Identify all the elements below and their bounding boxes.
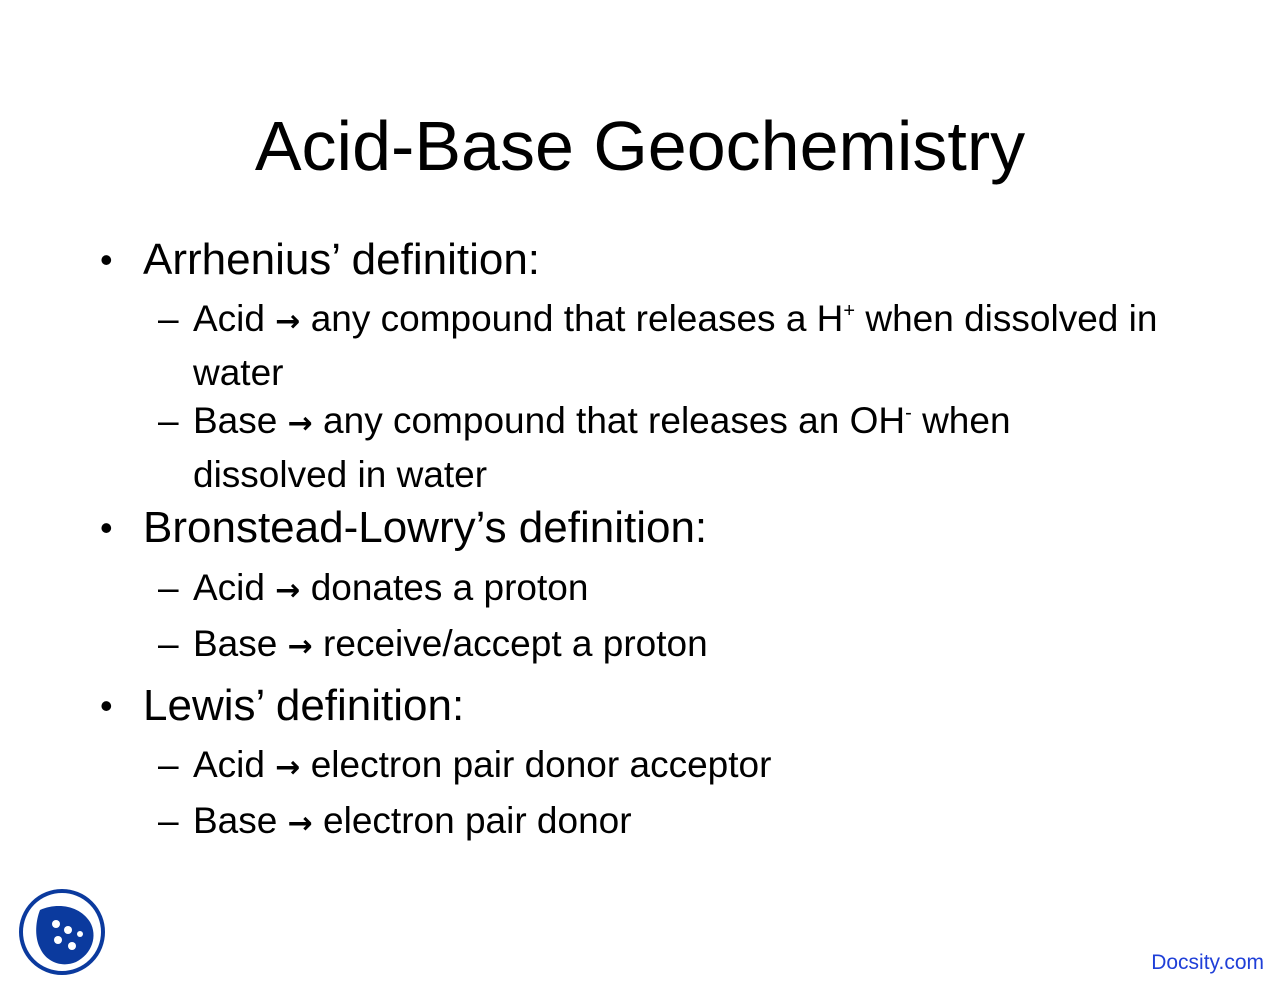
bullet-heading: Arrhenius’ definition: bbox=[143, 235, 541, 284]
term-label: Acid bbox=[193, 298, 265, 339]
definition-text: any compound that releases a H bbox=[310, 298, 844, 339]
sub-item-text bbox=[193, 797, 1193, 848]
term-label: Acid bbox=[193, 744, 265, 785]
arrow-icon: → bbox=[287, 629, 313, 664]
arrow-icon: → bbox=[275, 750, 301, 785]
bullet-heading: Lewis’ definition: bbox=[143, 681, 465, 730]
bullet-heading: Bronstead-Lowry’s definition: bbox=[143, 503, 708, 552]
dash-marker: – bbox=[158, 298, 179, 339]
definition-text: any compound that releases an OH bbox=[323, 400, 906, 441]
term-label: Base bbox=[193, 800, 278, 841]
docsity-link[interactable]: Docsity.com bbox=[1151, 951, 1264, 974]
sub-item-text bbox=[193, 741, 1193, 792]
definition-text-tail: when dissolved in water bbox=[193, 298, 1158, 393]
arrow-icon: → bbox=[287, 806, 313, 841]
definition-text: electron pair donor bbox=[323, 800, 632, 841]
definition-text-tail: when dissolved in water bbox=[193, 400, 1011, 495]
term-label: Acid bbox=[193, 567, 265, 608]
dash-marker: – bbox=[158, 567, 179, 608]
dash-marker: – bbox=[158, 800, 179, 841]
definition-text: electron pair donor acceptor bbox=[310, 744, 772, 785]
sub-item-text bbox=[193, 564, 1193, 615]
dash-marker: – bbox=[158, 623, 179, 664]
slide-title: Acid-Base Geochemistry bbox=[254, 107, 1026, 185]
sub-item-text bbox=[193, 397, 1073, 499]
ion-charge: + bbox=[843, 300, 856, 322]
term-label: Base bbox=[193, 623, 278, 664]
definition-text: receive/accept a proton bbox=[323, 623, 708, 664]
definition-text: donates a proton bbox=[310, 567, 589, 608]
dash-marker: – bbox=[158, 744, 179, 785]
arrow-icon: → bbox=[275, 304, 301, 339]
ion-charge: - bbox=[905, 402, 912, 424]
bullet-dot: • bbox=[100, 507, 113, 548]
arrow-icon: → bbox=[287, 406, 313, 441]
bullet-dot: • bbox=[100, 685, 113, 726]
sub-item-text bbox=[193, 295, 1193, 397]
bullet-dot: • bbox=[100, 239, 113, 280]
term-label: Base bbox=[193, 400, 278, 441]
docsity-logo-icon bbox=[18, 888, 106, 976]
arrow-icon: → bbox=[275, 573, 301, 608]
dash-marker: – bbox=[158, 400, 179, 441]
sub-item-text bbox=[193, 620, 1193, 671]
